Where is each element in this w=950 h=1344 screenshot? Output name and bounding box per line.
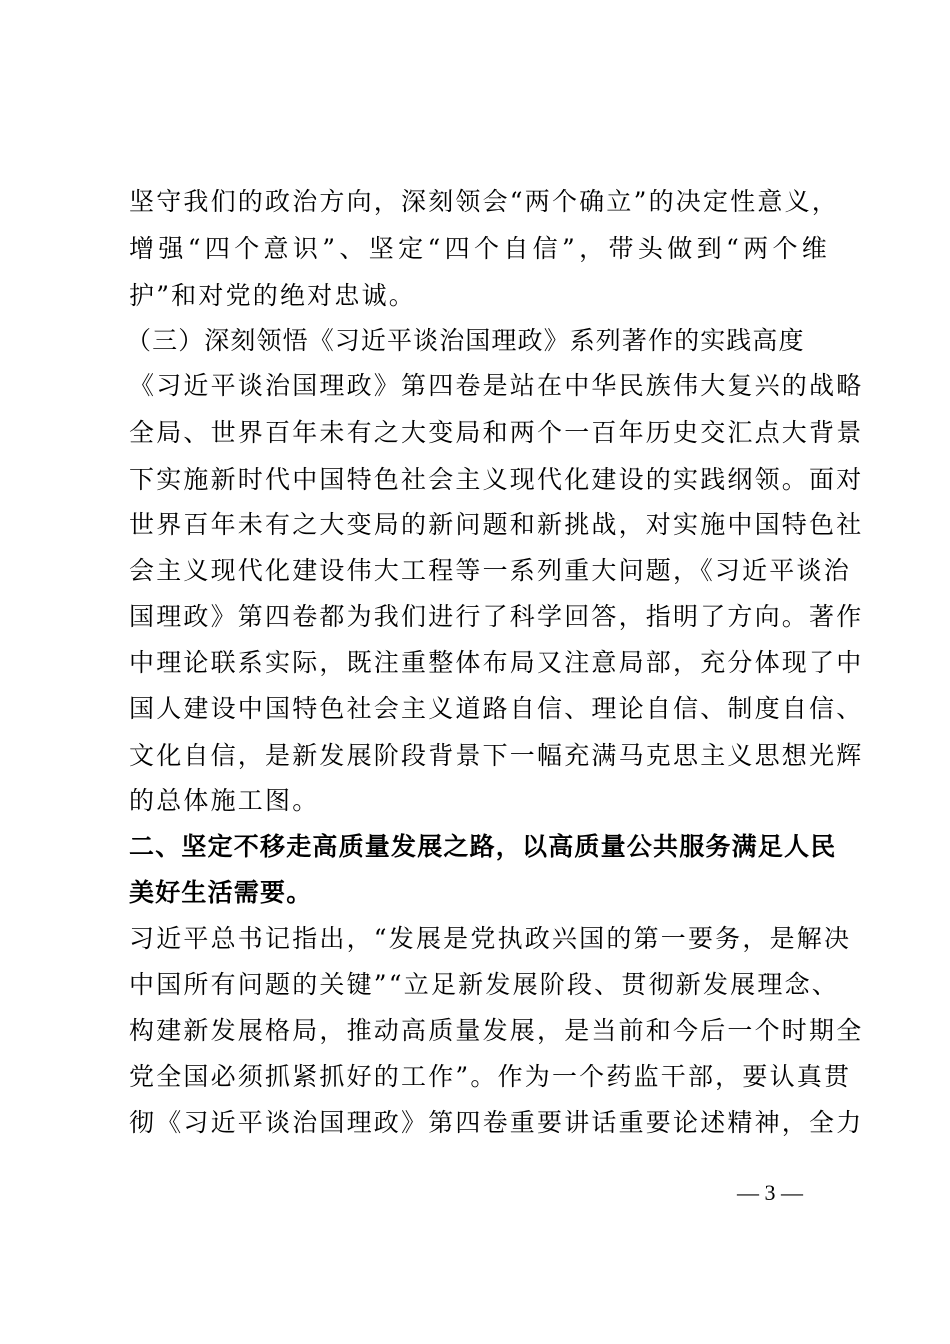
body-text-line: 文化自信，是新发展阶段背景下一幅充满马克思主义思想光辉	[129, 741, 864, 770]
body-text-line: 国人建设中国特色社会主义道路自信、理论自信、制度自信、	[129, 694, 864, 723]
body-text-line: 习近平总书记指出，“发展是党执政兴国的第一要务，是解决	[129, 924, 852, 953]
section-subheading: （三）深刻领悟《习近平谈治国理政》系列著作的实践高度	[126, 326, 805, 355]
section-heading: 美好生活需要。	[129, 878, 313, 907]
body-text-line: 的总体施工图。	[129, 786, 320, 815]
body-text-line: 彻《习近平谈治国理政》第四卷重要讲话重要论述精神，全力	[129, 1108, 864, 1137]
body-text-line: 增强“四个意识”、坚定“四个自信”，带头做到“两个维	[129, 234, 829, 263]
body-text-line: 党全国必须抓紧抓好的工作”。作为一个药监干部，要认真贯	[129, 1062, 852, 1091]
body-text-line: 构建新发展格局，推动高质量发展，是当前和今后一个时期全	[129, 1016, 864, 1045]
body-text-line: 世界百年未有之大变局的新问题和新挑战，对实施中国特色社	[129, 510, 864, 539]
body-text-line: 会主义现代化建设伟大工程等一系列重大问题，《习近平谈治	[129, 556, 851, 585]
page-number: — 3 —	[737, 1180, 803, 1205]
section-heading: 二、坚定不移走高质量发展之路，以高质量公共服务满足人民	[129, 832, 837, 861]
body-text-line: 坚守我们的政治方向，深刻领会“两个确立”的决定性意义，	[129, 187, 839, 216]
body-text-line: 国理政》第四卷都为我们进行了科学回答，指明了方向。著作	[129, 602, 864, 631]
body-text-line: 护”和对党的绝对忠诚。	[129, 281, 416, 310]
body-text-line: 全局、世界百年未有之大变局和两个一百年历史交汇点大背景	[129, 418, 864, 447]
body-text-line: 《习近平谈治国理政》第四卷是站在中华民族伟大复兴的战略	[129, 371, 864, 400]
body-text-line: 下实施新时代中国特色社会主义现代化建设的实践纲领。面对	[129, 465, 864, 494]
body-text-line: 中理论联系实际，既注重整体布局又注意局部，充分体现了中	[129, 648, 864, 677]
body-text-line: 中国所有问题的关键”“立足新发展阶段、贯彻新发展理念、	[129, 970, 839, 999]
